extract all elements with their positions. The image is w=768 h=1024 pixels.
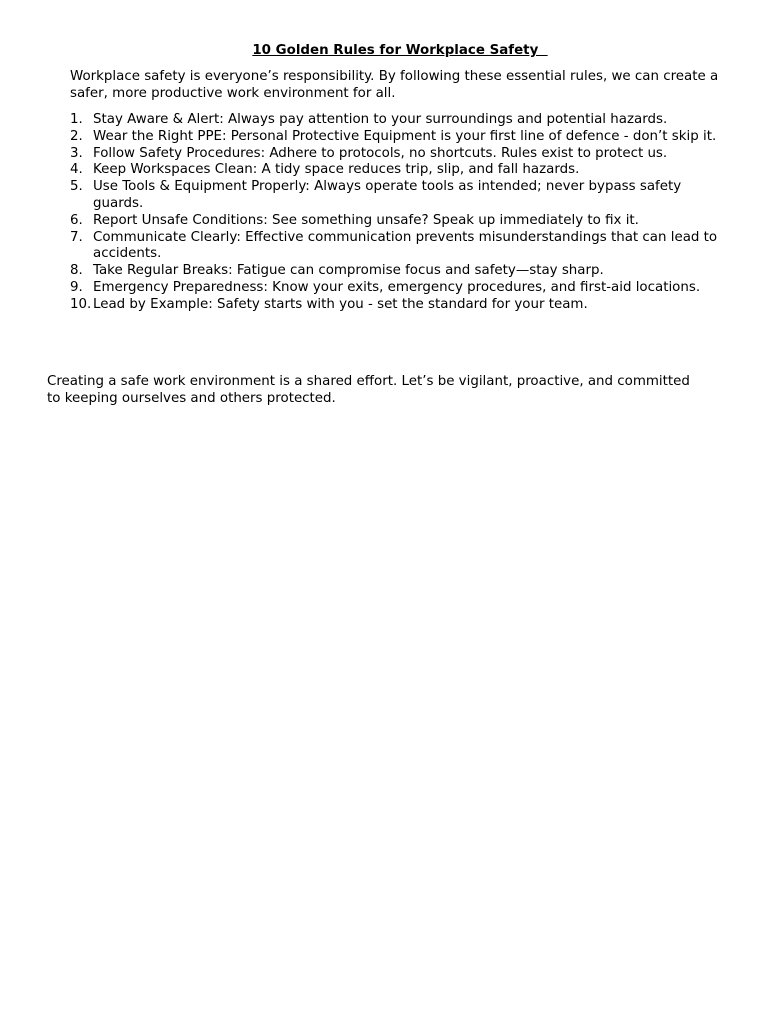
- list-item-number: 10.: [70, 296, 92, 312]
- list-item: [70, 297, 730, 314]
- list-item-number: 5.: [70, 179, 83, 195]
- list-item-number: 4.: [70, 162, 83, 178]
- list-item-number: 7.: [70, 229, 83, 245]
- closing-paragraph: Creating a safe work environment is a shared effort. Let’s be vigilant, proactive, and committed to keeping ourselves and others protected.: [47, 374, 690, 406]
- list-item: [70, 230, 730, 264]
- list-item-text: Emergency Preparedness: Know your exits, emergency procedures, and first-aid locations.: [93, 279, 701, 295]
- list-item-text: Wear the Right PPE: Personal Protective Equipment is your first line of defence - don’t skip it.: [93, 128, 717, 144]
- list-item-text: Stay Aware & Alert: Always pay attention to your surroundings and potential hazards.: [93, 112, 668, 127]
- list-item: [70, 112, 730, 129]
- list-item-text: Use Tools & Equipment Properly: Always operate tools as intended; never bypass safety guards.: [93, 179, 682, 211]
- list-item-number: 2.: [70, 128, 83, 144]
- list-item: [70, 213, 730, 230]
- list-item-number: 9.: [70, 279, 83, 295]
- rules-list: [70, 112, 730, 314]
- list-item-number: 3.: [70, 145, 83, 161]
- list-item-number: 8.: [70, 263, 83, 279]
- list-item: [70, 146, 730, 163]
- list-item-text: Keep Workspaces Clean: A tidy space reduces trip, slip, and fall hazards.: [93, 162, 580, 178]
- list-item: [70, 179, 730, 213]
- list-item: [70, 280, 730, 297]
- document-title: 10 Golden Rules for Workplace Safety: [252, 43, 548, 58]
- intro-paragraph: Workplace safety is everyone’s responsibility. By following these essential rules, we can create a safer, more productive work environment for all.: [70, 69, 719, 101]
- list-item: [70, 263, 730, 280]
- list-item-text: Communicate Clearly: Effective communication prevents misunderstandings that can lead to accidents.: [93, 229, 718, 262]
- list-item: [70, 129, 730, 146]
- list-item-number: 6.: [70, 212, 83, 228]
- list-item-text: Take Regular Breaks: Fatigue can compromise focus and safety—stay sharp.: [93, 263, 604, 279]
- list-item: [70, 162, 730, 179]
- list-item-text: Follow Safety Procedures: Adhere to protocols, no shortcuts. Rules exist to protect us.: [93, 145, 668, 161]
- list-item-text: Report Unsafe Conditions: See something unsafe? Speak up immediately to fix it.: [93, 212, 639, 228]
- list-item-number: 1.: [70, 112, 83, 127]
- list-item-text: Lead by Example: Safety starts with you - set the standard for your team.: [93, 296, 588, 312]
